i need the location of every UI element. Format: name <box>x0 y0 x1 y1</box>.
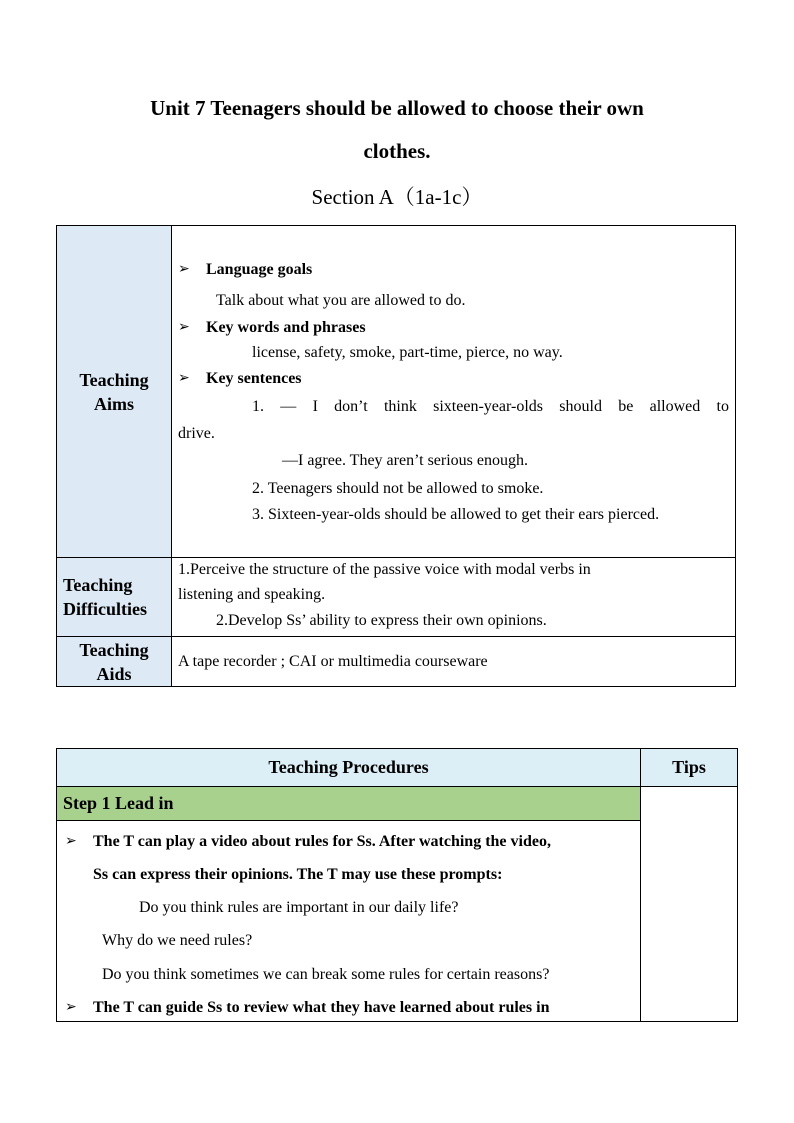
step1-content <box>57 821 641 1022</box>
tips-header: Tips <box>641 749 738 787</box>
aids-row <box>57 637 736 687</box>
step1-row <box>57 787 738 821</box>
bullet-arrow-icon: ➢ <box>65 834 77 849</box>
aims-label-line1: Teaching <box>79 369 149 390</box>
prompt-question1: Do you think rules are important in our daily life? <box>139 899 459 916</box>
difficulties-label-line1: Teaching <box>63 575 133 595</box>
procedures-header-row <box>57 749 738 787</box>
bullet-arrow-icon: ➢ <box>178 371 190 386</box>
difficulties-content <box>172 558 736 637</box>
sentence3: 3. Sixteen-year-olds should be allowed to get their ears pierced. <box>252 506 660 523</box>
sentence1-reply: —I agree. They aren’t serious enough. <box>282 452 528 469</box>
lesson-info-table <box>56 225 736 687</box>
bullet-arrow-icon: ➢ <box>178 320 190 335</box>
bullet-arrow-icon: ➢ <box>65 1000 77 1015</box>
aims-content <box>172 226 736 558</box>
aids-label-line2: Aids <box>96 663 132 684</box>
procedures-header: Teaching Procedures <box>57 749 641 787</box>
procedure2-line1: The T can guide Ss to review what they have learned about rules in <box>93 999 550 1016</box>
procedure1-line2: Ss can express their opinions. The T may use these prompts: <box>93 866 503 883</box>
language-goals-text: Talk about what you are allowed to do. <box>216 292 466 309</box>
page-title-line1: Unit 7 Teenagers should be allowed to choose their own <box>150 96 644 120</box>
key-words-text: license, safety, smoke, part-time, pierce, no way. <box>252 344 563 361</box>
difficulty-line1: 1.Perceive the structure of the passive voice with modal verbs in <box>178 561 591 578</box>
difficulties-label <box>57 558 172 637</box>
prompt-question3: Do you think sometimes we can break some rules for certain reasons? <box>102 966 550 983</box>
language-goals-heading: Language goals <box>206 261 313 278</box>
page-title-line2: clothes. <box>363 139 431 163</box>
aids-content: A tape recorder ; CAI or multimedia courseware <box>172 637 736 687</box>
sentence1-line1: 1. — I don’t think sixteen-year-olds should be allowed to <box>252 398 729 415</box>
sentence1-line2: drive. <box>178 425 215 442</box>
difficulty-line2: listening and speaking. <box>178 586 326 603</box>
difficulties-row <box>57 558 736 637</box>
key-words-heading: Key words and phrases <box>206 319 366 336</box>
bullet-arrow-icon: ➢ <box>178 262 190 277</box>
sentence2: 2. Teenagers should not be allowed to smoke. <box>252 480 544 497</box>
difficulty-line3: 2.Develop Ss’ ability to express their own opinions. <box>216 612 547 629</box>
tips-cell <box>641 787 738 1022</box>
step1-label: Step 1 Lead in <box>57 787 641 821</box>
key-sentences-heading: Key sentences <box>206 370 302 387</box>
aims-label <box>57 226 172 558</box>
aids-label <box>57 637 172 687</box>
aims-label-line2: Aims <box>94 393 134 414</box>
aims-row <box>57 226 736 558</box>
step1-content-row <box>57 821 738 1022</box>
difficulties-label-line2: Difficulties <box>63 599 147 619</box>
aids-label-line1: Teaching <box>79 639 149 660</box>
section-subtitle: Section A（1a-1c） <box>311 185 483 209</box>
prompt-question2: Why do we need rules? <box>102 932 253 949</box>
procedure1-line1: The T can play a video about rules for Ss. After watching the video, <box>93 833 551 850</box>
procedures-table <box>56 748 738 1022</box>
